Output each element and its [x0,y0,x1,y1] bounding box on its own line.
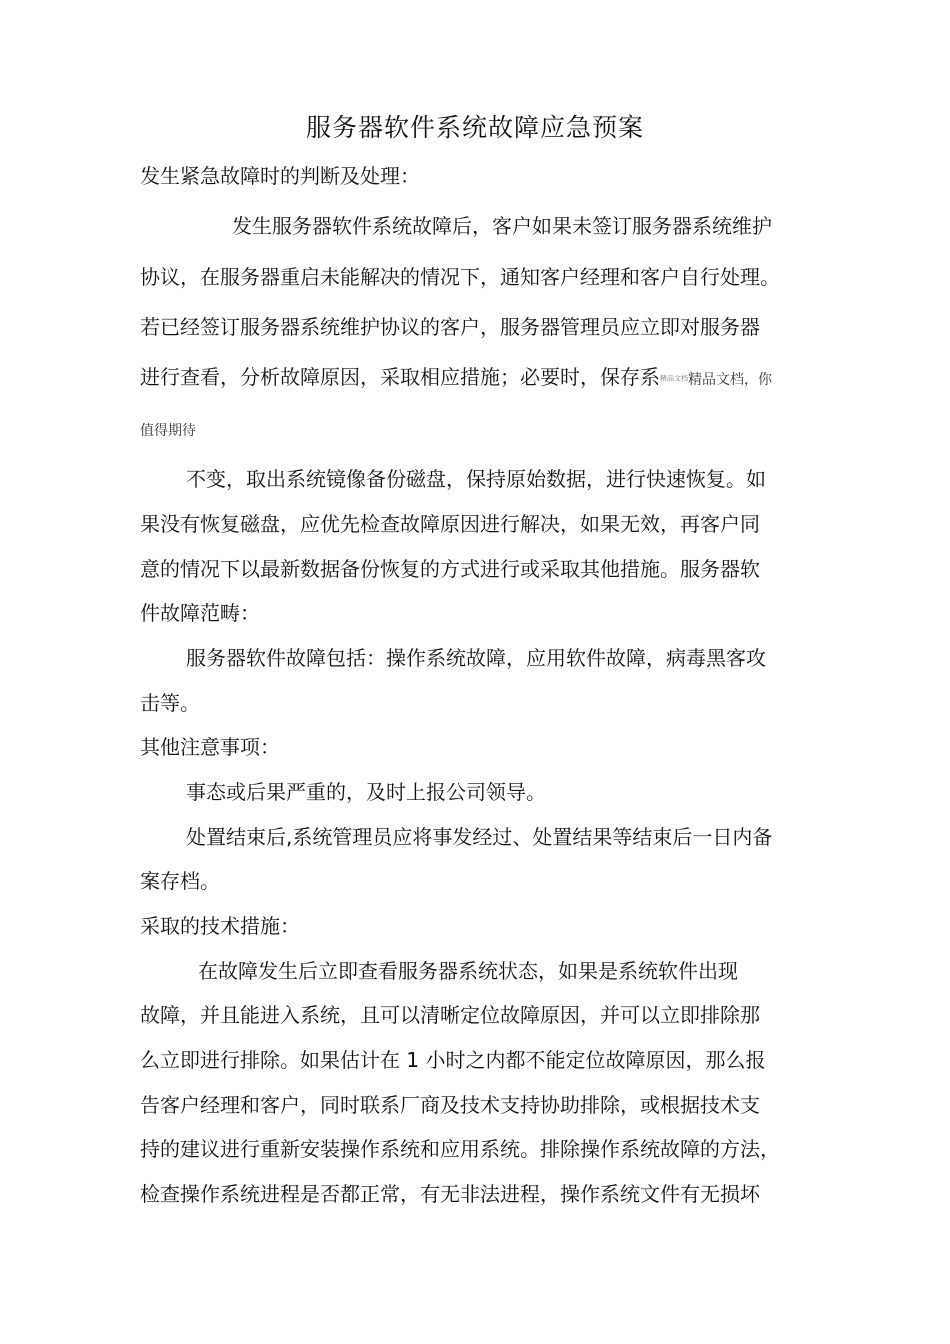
paragraph-line-with-watermark [140,362,772,395]
paragraph-text: 进行查看，分析故障原因，采取相应措施；必要时，保存系 [140,365,660,389]
paragraph-line: 检查操作系统进程是否都正常，有无非法进程，操作系统文件有无损坏 [140,1182,760,1206]
paragraph-line: 击等。 [140,691,200,715]
paragraph-line: 事态或后果严重的，及时上报公司领导。 [186,780,546,804]
paragraph-line: 故障，并且能进入系统，且可以清晰定位故障原因，并可以立即排除那 [140,1003,760,1027]
paragraph-line: 若已经签订服务器系统维护协议的客户，服务器管理员应立即对服务器 [140,315,760,339]
paragraph-line: 果没有恢复磁盘，应优先检查故障原因进行解决，如果无效，再客户同 [140,512,760,536]
document-title: 服务器软件系统故障应急预案 [305,113,644,142]
paragraph-line: 在故障发生后立即查看服务器系统状态，如果是系统软件出现 [198,959,738,983]
paragraph-line: 处置结束后,系统管理员应将事发经过、处置结果等结束后一日内备 [186,825,773,849]
section-heading-measures: 采取的技术措施： [140,914,300,938]
paragraph-line: 不变，取出系统镜像备份磁盘，保持原始数据，进行快速恢复。如 [186,467,766,491]
watermark-text: 精品文档，你 [688,372,772,388]
paragraph-line: 么立即进行排除。如果估计在 1 小时之内都不能定位故障原因，那么报 [140,1048,766,1072]
paragraph-line: 告客户经理和客户，同时联系厂商及技术支持协助排除，或根据技术支 [140,1093,760,1117]
watermark-tiny-text: 精品文档 [660,374,688,383]
paragraph-line: 服务器软件故障包括：操作系统故障，应用软件故障，病毒黑客攻 [186,646,766,670]
paragraph-line: 件故障范畴： [140,601,260,625]
watermark-text-line: 值得期待 [140,423,196,439]
section-heading-emergency: 发生紧急故障时的判断及处理： [140,164,420,188]
paragraph-line: 持的建议进行重新安装操作系统和应用系统。排除操作系统故障的方法， [140,1137,780,1161]
paragraph-line: 发生服务器软件系统故障后，客户如果未签订服务器系统维护 [232,214,772,238]
paragraph-line: 协议，在服务器重启未能解决的情况下，通知客户经理和客户自行处理。 [140,265,780,289]
section-heading-notes: 其他注意事项： [140,735,280,759]
paragraph-line: 意的情况下以最新数据备份恢复的方式进行或采取其他措施。服务器软 [140,557,760,581]
paragraph-line: 案存档。 [140,869,220,893]
